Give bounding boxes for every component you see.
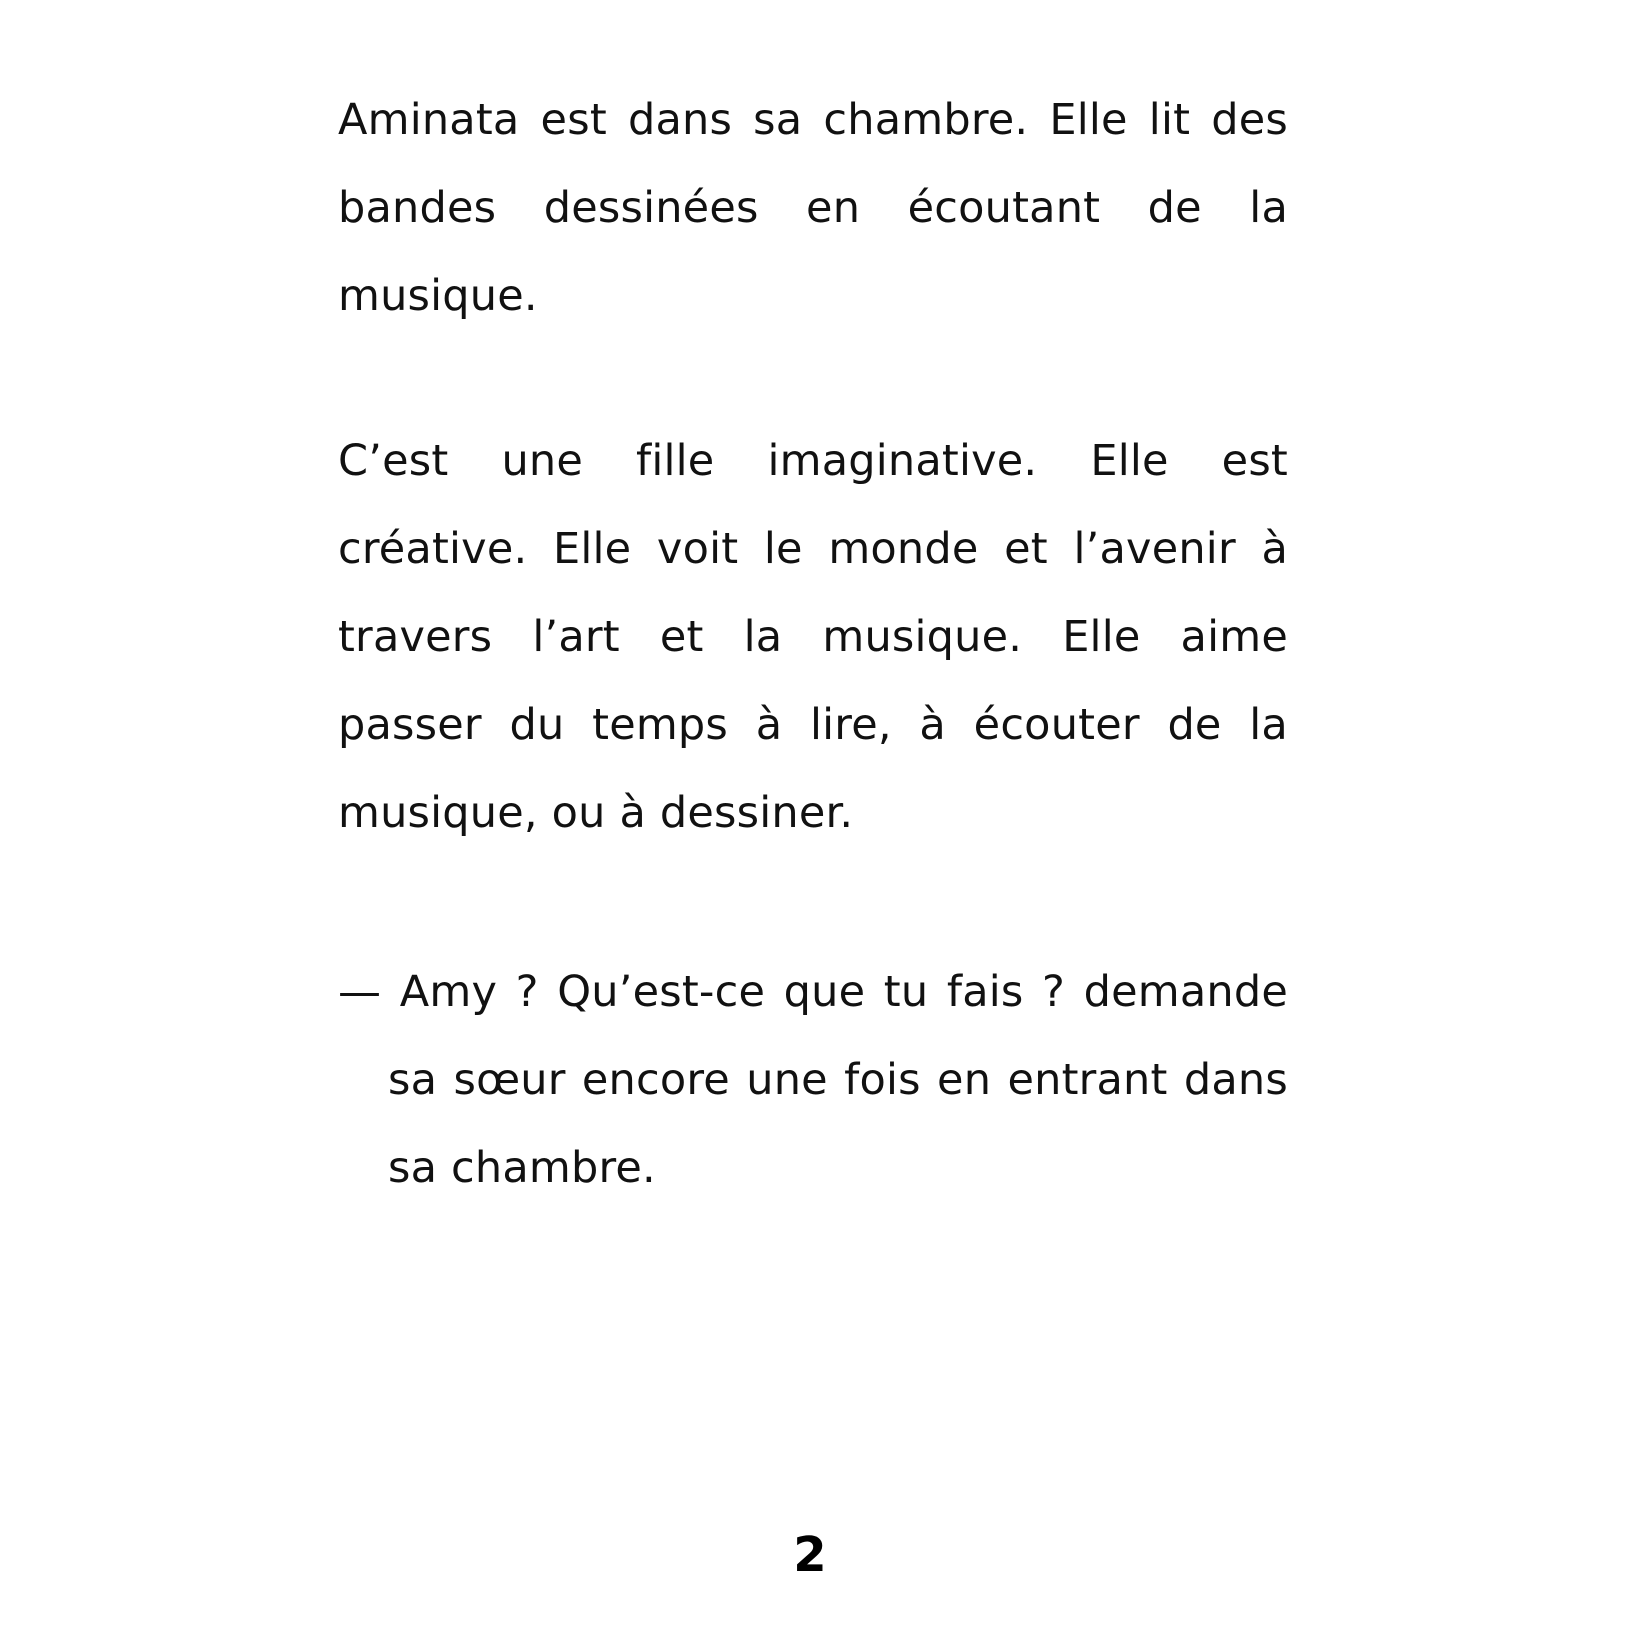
page-number: 2	[793, 1527, 827, 1583]
paragraph-description: C’est une fille imaginative. Elle est créative. Elle voit le monde et l’avenir à travers l’art et la musique. Elle aime passer du temps à lire, à écouter de la musique, ou à dessiner.	[338, 436, 1288, 838]
paragraph-dialogue: — Amy ? Qu’est-ce que tu fais ? demande sa sœur encore une fois en entrant dans sa chambre.	[338, 967, 1288, 1193]
paragraph-intro: Aminata est dans sa chambre. Elle lit des bandes dessinées en écoutant de la musique.	[338, 95, 1288, 321]
